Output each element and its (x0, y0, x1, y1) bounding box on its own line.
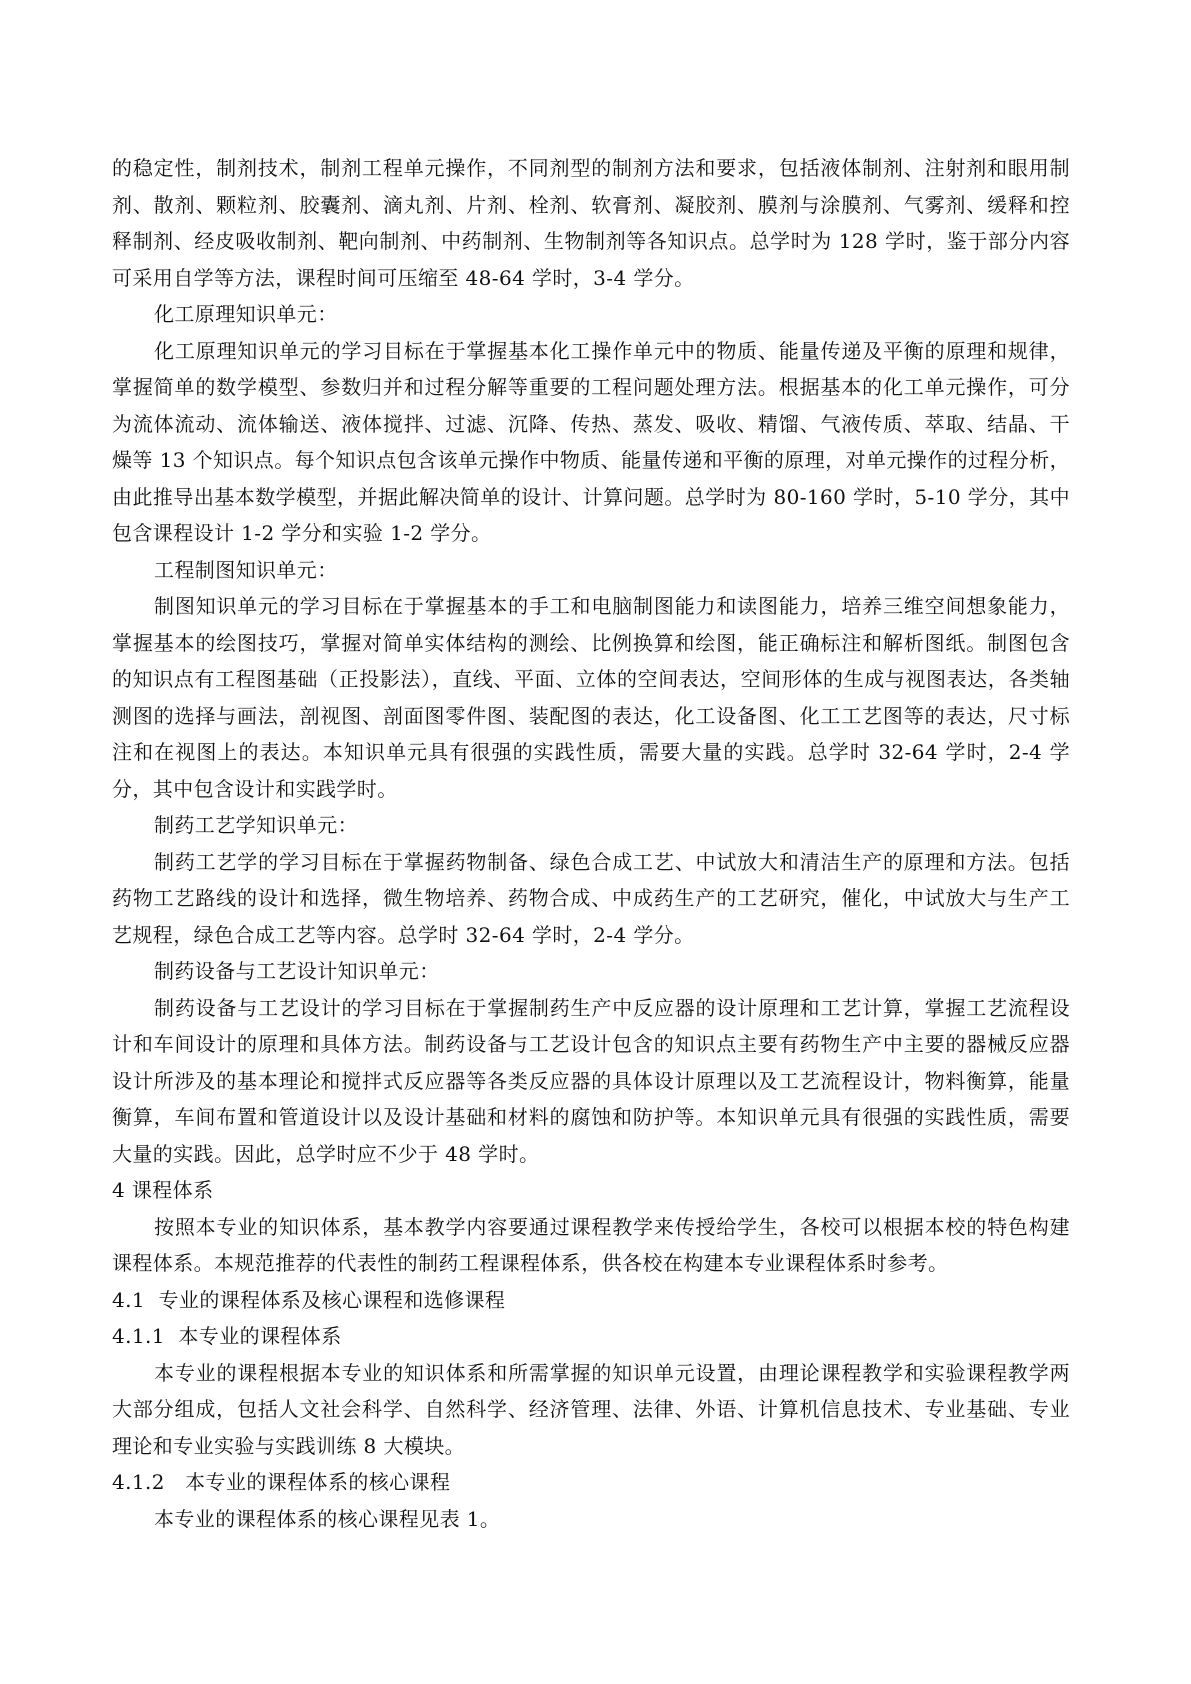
heading-engineering-drawing-unit: 工程制图知识单元： (154, 557, 338, 582)
paragraph-preparation-techniques: 的稳定性，制剂技术，制剂工程单元操作，不同剂型的制剂方法和要求，包括液体制剂、注射剂和眼用制剂、散剂、颗粒剂、胶囊剂、滴丸剂、片剂、栓剂、软膏剂、凝胶剂、膜剂与涂膜剂、气雾剂、缓释和控释制剂、经皮吸收制剂、靶向制剂、中药制剂、生物制剂等各知识点。总学时为 128 学时，鉴于部分内容可采用自学等方法，课程时间可压缩至 48-64 学时，3-4 学分。 (112, 156, 1070, 290)
paragraph-chemical-engineering: 化工原理知识单元的学习目标在于掌握基本化工操作单元中的物质、能量传递及平衡的原理和规律，掌握简单的数学模型、参数归并和过程分解等重要的工程问题处理方法。根据基本的化工单元操作，可分为流体流动、流体输送、液体搅拌、过滤、沉降、传热、蒸发、吸收、精馏、气液传质、萃取、结晶、干燥等 13 个知识点。每个知识点包含该单元操作中物质、能量传递和平衡的原理，对单元操作的过程分析，由此推导出基本数学模型，并据此解决简单的设计、计算问题。总学时为 80-160 学时，5-10 学分，其中包含课程设计 1-2 学分和实验 1-2 学分。 (112, 338, 1070, 545)
paragraph-pharmaceutical-technology: 制药工艺学的学习目标在于掌握药物制备、绿色合成工艺、中试放大和清洁生产的原理和方法。包括药物工艺路线的设计和选择，微生物培养、药物合成、中成药生产的工艺研究，催化，中试放大与生产工艺规程，绿色合成工艺等内容。总学时 32-64 学时，2-4 学分。 (112, 849, 1070, 947)
section-heading-course-system: 4 课程体系 (112, 1178, 214, 1202)
section-heading-4-1: 4.1 专业的课程体系及核心课程和选修课程 (112, 1287, 506, 1312)
paragraph-course-system: 按照本专业的知识体系，基本教学内容要通过课程教学来传授给学生，各校可以根据本校的特色构建课程体系。本规范推荐的代表性的制药工程课程体系，供各校在构建本专业课程体系时参考。 (112, 1214, 1070, 1275)
section-heading-4-1-1: 4.1.1 本专业的课程体系 (112, 1324, 342, 1348)
heading-pharmaceutical-technology-unit: 制药工艺学知识单元： (154, 813, 358, 837)
paragraph-core-courses: 本专业的课程体系的核心课程见表 1。 (154, 1506, 501, 1531)
document-page (112, 150, 1070, 1537)
paragraph-engineering-drawing: 制图知识单元的学习目标在于掌握基本的手工和电脑制图能力和读图能力，培养三维空间想象能力，掌握基本的绘图技巧，掌握对简单实体结构的测绘、比例换算和绘图，能正确标注和解析图纸。制图包含的知识点有工程图基础（正投影法），直线、平面、立体的空间表达，空间形体的生成与视图表达，各类轴测图的选择与画法，剖视图、剖面图零件图、装配图的表达，化工设备图、化工工艺图等的表达，尺寸标注和在视图上的表达。本知识单元具有很强的实践性质，需要大量的实践。总学时 32-64 学时，2-4 学分，其中包含设计和实践学时。 (112, 594, 1070, 801)
paragraph-course-modules: 本专业的课程根据本专业的知识体系和所需掌握的知识单元设置，由理论课程教学和实验课程教学两大部分组成，包括人文社会科学、自然科学、经济管理、法律、外语、计算机信息技术、专业基础、专业理论和专业实验与实践训练 8 大模块。 (112, 1360, 1070, 1458)
heading-equipment-design-unit: 制药设备与工艺设计知识单元： (154, 959, 440, 983)
paragraph-equipment-design: 制药设备与工艺设计的学习目标在于掌握制药生产中反应器的设计原理和工艺计算，掌握工艺流程设计和车间设计的原理和具体方法。制药设备与工艺设计包含的知识点主要有药物生产中主要的器械反应器设计所涉及的基本理论和搅拌式反应器等各类反应器的具体设计原理以及工艺流程设计，物料衡算，能量衡算，车间布置和管道设计以及设计基础和材料的腐蚀和防护等。本知识单元具有很强的实践性质，需要大量的实践。因此，总学时应不少于 48 学时。 (112, 995, 1070, 1166)
heading-chemical-engineering-unit: 化工原理知识单元： (154, 302, 338, 326)
section-heading-4-1-2: 4.1.2 本专业的课程体系的核心课程 (112, 1470, 451, 1494)
